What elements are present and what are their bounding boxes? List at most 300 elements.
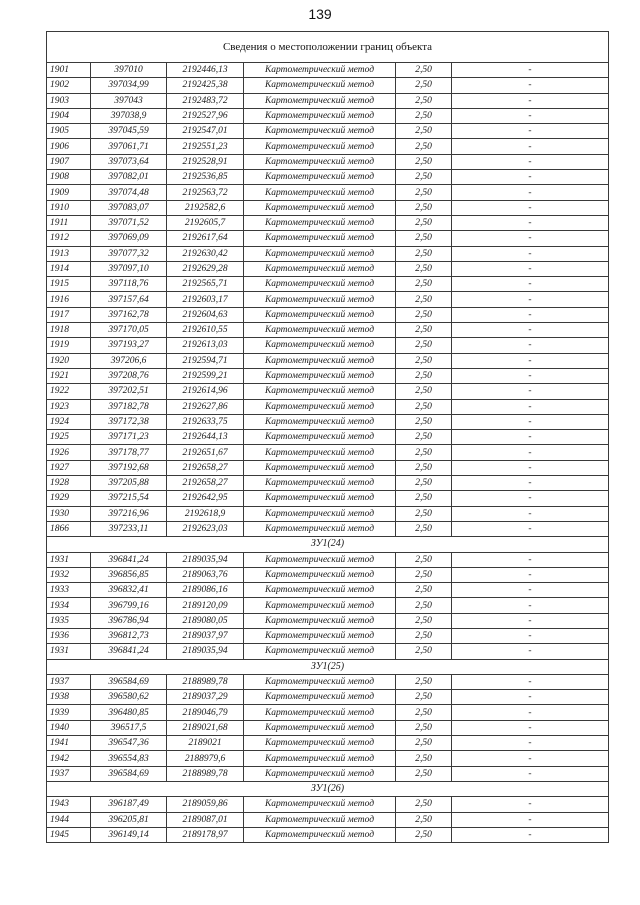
y-coordinate-cell: 2192644,13 xyxy=(167,430,244,445)
description-cell: - xyxy=(452,261,609,276)
description-cell: - xyxy=(452,277,609,292)
accuracy-cell: 2,50 xyxy=(396,705,452,720)
x-coordinate-cell: 396584,69 xyxy=(91,674,167,689)
point-number-cell: 1936 xyxy=(47,628,91,643)
point-number-cell: 1927 xyxy=(47,460,91,475)
table-row xyxy=(47,93,609,108)
method-cell: Картометрический метод xyxy=(244,200,396,215)
method-cell: Картометрический метод xyxy=(244,368,396,383)
y-coordinate-cell: 2189021,68 xyxy=(167,720,244,735)
y-coordinate-cell: 2189178,97 xyxy=(167,827,244,842)
y-coordinate-cell: 2192651,67 xyxy=(167,445,244,460)
method-cell: Картометрический метод xyxy=(244,720,396,735)
point-number-cell: 1937 xyxy=(47,766,91,781)
x-coordinate-cell: 397010 xyxy=(91,63,167,78)
section-row xyxy=(47,781,609,796)
table-row xyxy=(47,368,609,383)
method-cell: Картометрический метод xyxy=(244,108,396,123)
table-row xyxy=(47,628,609,643)
y-coordinate-cell: 2192614,96 xyxy=(167,384,244,399)
x-coordinate-cell: 397182,78 xyxy=(91,399,167,414)
accuracy-cell: 2,50 xyxy=(396,430,452,445)
table-row xyxy=(47,674,609,689)
method-cell: Картометрический метод xyxy=(244,583,396,598)
table-row xyxy=(47,491,609,506)
accuracy-cell: 2,50 xyxy=(396,139,452,154)
method-cell: Картометрический метод xyxy=(244,644,396,659)
accuracy-cell: 2,50 xyxy=(396,812,452,827)
description-cell: - xyxy=(452,384,609,399)
accuracy-cell: 2,50 xyxy=(396,246,452,261)
description-cell: - xyxy=(452,124,609,139)
table-row xyxy=(47,827,609,842)
y-coordinate-cell: 2192565,71 xyxy=(167,277,244,292)
description-cell: - xyxy=(452,720,609,735)
x-coordinate-cell: 396480,85 xyxy=(91,705,167,720)
y-coordinate-cell: 2192618,9 xyxy=(167,506,244,521)
point-number-cell: 1908 xyxy=(47,170,91,185)
description-cell: - xyxy=(452,445,609,460)
accuracy-cell: 2,50 xyxy=(396,200,452,215)
point-number-cell: 1904 xyxy=(47,108,91,123)
description-cell: - xyxy=(452,613,609,628)
description-cell: - xyxy=(452,674,609,689)
table-row xyxy=(47,185,609,200)
accuracy-cell: 2,50 xyxy=(396,292,452,307)
description-cell: - xyxy=(452,338,609,353)
table-row xyxy=(47,445,609,460)
x-coordinate-cell: 397069,09 xyxy=(91,231,167,246)
description-cell: - xyxy=(452,353,609,368)
page-number: 139 xyxy=(308,6,332,22)
description-cell: - xyxy=(452,476,609,491)
y-coordinate-cell: 2192610,55 xyxy=(167,323,244,338)
y-coordinate-cell: 2192528,91 xyxy=(167,154,244,169)
method-cell: Картометрический метод xyxy=(244,78,396,93)
accuracy-cell: 2,50 xyxy=(396,368,452,383)
method-cell: Картометрический метод xyxy=(244,812,396,827)
method-cell: Картометрический метод xyxy=(244,307,396,322)
description-cell: - xyxy=(452,108,609,123)
x-coordinate-cell: 396856,85 xyxy=(91,567,167,582)
section-row xyxy=(47,659,609,674)
table-row xyxy=(47,766,609,781)
y-coordinate-cell: 2192629,28 xyxy=(167,261,244,276)
point-number-cell: 1905 xyxy=(47,124,91,139)
accuracy-cell: 2,50 xyxy=(396,414,452,429)
description-cell: - xyxy=(452,583,609,598)
y-coordinate-cell: 2192604,63 xyxy=(167,307,244,322)
point-number-cell: 1918 xyxy=(47,323,91,338)
table-row xyxy=(47,139,609,154)
description-cell: - xyxy=(452,185,609,200)
x-coordinate-cell: 396554,83 xyxy=(91,751,167,766)
table-title: Сведения о местоположении границ объекта xyxy=(47,32,609,63)
y-coordinate-cell: 2192527,96 xyxy=(167,108,244,123)
y-coordinate-cell: 2192594,71 xyxy=(167,353,244,368)
accuracy-cell: 2,50 xyxy=(396,491,452,506)
description-cell: - xyxy=(452,154,609,169)
point-number-cell: 1926 xyxy=(47,445,91,460)
y-coordinate-cell: 2189063,76 xyxy=(167,567,244,582)
accuracy-cell: 2,50 xyxy=(396,154,452,169)
description-cell: - xyxy=(452,812,609,827)
method-cell: Картометрический метод xyxy=(244,751,396,766)
x-coordinate-cell: 397178,77 xyxy=(91,445,167,460)
point-number-cell: 1931 xyxy=(47,644,91,659)
x-coordinate-cell: 397118,76 xyxy=(91,277,167,292)
table-row xyxy=(47,246,609,261)
accuracy-cell: 2,50 xyxy=(396,827,452,842)
description-cell: - xyxy=(452,736,609,751)
accuracy-cell: 2,50 xyxy=(396,598,452,613)
y-coordinate-cell: 2192658,27 xyxy=(167,476,244,491)
x-coordinate-cell: 396149,14 xyxy=(91,827,167,842)
point-number-cell: 1907 xyxy=(47,154,91,169)
y-coordinate-cell: 2189120,09 xyxy=(167,598,244,613)
table-row xyxy=(47,200,609,215)
table-row xyxy=(47,170,609,185)
method-cell: Картометрический метод xyxy=(244,460,396,475)
x-coordinate-cell: 397205,88 xyxy=(91,476,167,491)
description-cell: - xyxy=(452,628,609,643)
x-coordinate-cell: 397061,71 xyxy=(91,139,167,154)
y-coordinate-cell: 2192547,01 xyxy=(167,124,244,139)
description-cell: - xyxy=(452,506,609,521)
point-number-cell: 1903 xyxy=(47,93,91,108)
point-number-cell: 1941 xyxy=(47,736,91,751)
boundary-table xyxy=(46,31,609,843)
description-cell: - xyxy=(452,690,609,705)
y-coordinate-cell: 2192642,95 xyxy=(167,491,244,506)
point-number-cell: 1902 xyxy=(47,78,91,93)
method-cell: Картометрический метод xyxy=(244,506,396,521)
y-coordinate-cell: 2189037,29 xyxy=(167,690,244,705)
accuracy-cell: 2,50 xyxy=(396,766,452,781)
method-cell: Картометрический метод xyxy=(244,521,396,536)
point-number-cell: 1929 xyxy=(47,491,91,506)
y-coordinate-cell: 2189086,16 xyxy=(167,583,244,598)
table-row xyxy=(47,231,609,246)
x-coordinate-cell: 397171,23 xyxy=(91,430,167,445)
point-number-cell: 1920 xyxy=(47,353,91,368)
table-row xyxy=(47,384,609,399)
method-cell: Картометрический метод xyxy=(244,414,396,429)
point-number-cell: 1933 xyxy=(47,583,91,598)
method-cell: Картометрический метод xyxy=(244,766,396,781)
table-row xyxy=(47,323,609,338)
accuracy-cell: 2,50 xyxy=(396,797,452,812)
table-row xyxy=(47,797,609,812)
table-row xyxy=(47,521,609,536)
point-number-cell: 1919 xyxy=(47,338,91,353)
y-coordinate-cell: 2192617,64 xyxy=(167,231,244,246)
description-cell: - xyxy=(452,307,609,322)
description-cell: - xyxy=(452,797,609,812)
x-coordinate-cell: 397097,10 xyxy=(91,261,167,276)
accuracy-cell: 2,50 xyxy=(396,323,452,338)
table-row xyxy=(47,63,609,78)
accuracy-cell: 2,50 xyxy=(396,445,452,460)
table-row xyxy=(47,690,609,705)
point-number-cell: 1925 xyxy=(47,430,91,445)
table-row xyxy=(47,583,609,598)
method-cell: Картометрический метод xyxy=(244,353,396,368)
accuracy-cell: 2,50 xyxy=(396,674,452,689)
point-number-cell: 1915 xyxy=(47,277,91,292)
table-row xyxy=(47,567,609,582)
x-coordinate-cell: 397206,6 xyxy=(91,353,167,368)
method-cell: Картометрический метод xyxy=(244,797,396,812)
x-coordinate-cell: 397157,64 xyxy=(91,292,167,307)
point-number-cell: 1912 xyxy=(47,231,91,246)
point-number-cell: 1937 xyxy=(47,674,91,689)
x-coordinate-cell: 396584,69 xyxy=(91,766,167,781)
x-coordinate-cell: 396205,81 xyxy=(91,812,167,827)
method-cell: Картометрический метод xyxy=(244,261,396,276)
point-number-cell: 1935 xyxy=(47,613,91,628)
section-row xyxy=(47,537,609,552)
x-coordinate-cell: 397192,68 xyxy=(91,460,167,475)
point-number-cell: 1913 xyxy=(47,246,91,261)
x-coordinate-cell: 396187,49 xyxy=(91,797,167,812)
y-coordinate-cell: 2192563,72 xyxy=(167,185,244,200)
method-cell: Картометрический метод xyxy=(244,93,396,108)
accuracy-cell: 2,50 xyxy=(396,215,452,230)
table-row xyxy=(47,613,609,628)
description-cell: - xyxy=(452,460,609,475)
y-coordinate-cell: 2189087,01 xyxy=(167,812,244,827)
y-coordinate-cell: 2188989,78 xyxy=(167,674,244,689)
table-row xyxy=(47,460,609,475)
accuracy-cell: 2,50 xyxy=(396,460,452,475)
point-number-cell: 1922 xyxy=(47,384,91,399)
x-coordinate-cell: 397162,78 xyxy=(91,307,167,322)
accuracy-cell: 2,50 xyxy=(396,399,452,414)
y-coordinate-cell: 2189080,05 xyxy=(167,613,244,628)
method-cell: Картометрический метод xyxy=(244,445,396,460)
x-coordinate-cell: 397216,96 xyxy=(91,506,167,521)
method-cell: Картометрический метод xyxy=(244,736,396,751)
method-cell: Картометрический метод xyxy=(244,628,396,643)
point-number-cell: 1940 xyxy=(47,720,91,735)
table-row xyxy=(47,292,609,307)
y-coordinate-cell: 2192623,03 xyxy=(167,521,244,536)
point-number-cell: 1934 xyxy=(47,598,91,613)
point-number-cell: 1911 xyxy=(47,215,91,230)
table-row xyxy=(47,215,609,230)
x-coordinate-cell: 397172,38 xyxy=(91,414,167,429)
y-coordinate-cell: 2192605,7 xyxy=(167,215,244,230)
table-body xyxy=(47,32,609,843)
method-cell: Картометрический метод xyxy=(244,705,396,720)
description-cell: - xyxy=(452,231,609,246)
method-cell: Картометрический метод xyxy=(244,567,396,582)
description-cell: - xyxy=(452,751,609,766)
point-number-cell: 1917 xyxy=(47,307,91,322)
point-number-cell: 1923 xyxy=(47,399,91,414)
description-cell: - xyxy=(452,170,609,185)
description-cell: - xyxy=(452,215,609,230)
y-coordinate-cell: 2188979,6 xyxy=(167,751,244,766)
x-coordinate-cell: 396580,62 xyxy=(91,690,167,705)
accuracy-cell: 2,50 xyxy=(396,307,452,322)
method-cell: Картометрический метод xyxy=(244,613,396,628)
x-coordinate-cell: 397043 xyxy=(91,93,167,108)
description-cell: - xyxy=(452,93,609,108)
x-coordinate-cell: 396841,24 xyxy=(91,552,167,567)
method-cell: Картометрический метод xyxy=(244,476,396,491)
accuracy-cell: 2,50 xyxy=(396,170,452,185)
x-coordinate-cell: 397082,01 xyxy=(91,170,167,185)
y-coordinate-cell: 2192630,42 xyxy=(167,246,244,261)
x-coordinate-cell: 396547,36 xyxy=(91,736,167,751)
method-cell: Картометрический метод xyxy=(244,277,396,292)
y-coordinate-cell: 2192536,85 xyxy=(167,170,244,185)
method-cell: Картометрический метод xyxy=(244,598,396,613)
accuracy-cell: 2,50 xyxy=(396,78,452,93)
accuracy-cell: 2,50 xyxy=(396,521,452,536)
description-cell: - xyxy=(452,368,609,383)
table-row xyxy=(47,261,609,276)
description-cell: - xyxy=(452,705,609,720)
description-cell: - xyxy=(452,246,609,261)
x-coordinate-cell: 396786,94 xyxy=(91,613,167,628)
x-coordinate-cell: 397170,05 xyxy=(91,323,167,338)
accuracy-cell: 2,50 xyxy=(396,338,452,353)
x-coordinate-cell: 396841,24 xyxy=(91,644,167,659)
table-row xyxy=(47,124,609,139)
y-coordinate-cell: 2189046,79 xyxy=(167,705,244,720)
y-coordinate-cell: 2192599,21 xyxy=(167,368,244,383)
method-cell: Картометрический метод xyxy=(244,246,396,261)
method-cell: Картометрический метод xyxy=(244,552,396,567)
accuracy-cell: 2,50 xyxy=(396,124,452,139)
point-number-cell: 1939 xyxy=(47,705,91,720)
description-cell: - xyxy=(452,323,609,338)
point-number-cell: 1930 xyxy=(47,506,91,521)
method-cell: Картометрический метод xyxy=(244,690,396,705)
y-coordinate-cell: 2192613,03 xyxy=(167,338,244,353)
method-cell: Картометрический метод xyxy=(244,170,396,185)
accuracy-cell: 2,50 xyxy=(396,552,452,567)
accuracy-cell: 2,50 xyxy=(396,277,452,292)
table-row xyxy=(47,338,609,353)
description-cell: - xyxy=(452,598,609,613)
table-row xyxy=(47,154,609,169)
table-title-row xyxy=(47,32,609,63)
description-cell: - xyxy=(452,827,609,842)
description-cell: - xyxy=(452,414,609,429)
x-coordinate-cell: 397208,76 xyxy=(91,368,167,383)
method-cell: Картометрический метод xyxy=(244,154,396,169)
x-coordinate-cell: 397215,54 xyxy=(91,491,167,506)
accuracy-cell: 2,50 xyxy=(396,690,452,705)
accuracy-cell: 2,50 xyxy=(396,108,452,123)
description-cell: - xyxy=(452,521,609,536)
y-coordinate-cell: 2192425,38 xyxy=(167,78,244,93)
accuracy-cell: 2,50 xyxy=(396,93,452,108)
table-row xyxy=(47,736,609,751)
method-cell: Картометрический метод xyxy=(244,292,396,307)
x-coordinate-cell: 396812,73 xyxy=(91,628,167,643)
point-number-cell: 1866 xyxy=(47,521,91,536)
accuracy-cell: 2,50 xyxy=(396,353,452,368)
point-number-cell: 1931 xyxy=(47,552,91,567)
x-coordinate-cell: 397083,07 xyxy=(91,200,167,215)
table-row xyxy=(47,751,609,766)
method-cell: Картометрический метод xyxy=(244,215,396,230)
accuracy-cell: 2,50 xyxy=(396,628,452,643)
table-row xyxy=(47,812,609,827)
method-cell: Картометрический метод xyxy=(244,63,396,78)
description-cell: - xyxy=(452,139,609,154)
table-row xyxy=(47,414,609,429)
x-coordinate-cell: 397034,99 xyxy=(91,78,167,93)
accuracy-cell: 2,50 xyxy=(396,63,452,78)
method-cell: Картометрический метод xyxy=(244,827,396,842)
y-coordinate-cell: 2188989,78 xyxy=(167,766,244,781)
y-coordinate-cell: 2189035,94 xyxy=(167,552,244,567)
y-coordinate-cell: 2192483,72 xyxy=(167,93,244,108)
description-cell: - xyxy=(452,292,609,307)
accuracy-cell: 2,50 xyxy=(396,720,452,735)
x-coordinate-cell: 397193,27 xyxy=(91,338,167,353)
table-row xyxy=(47,720,609,735)
method-cell: Картометрический метод xyxy=(244,124,396,139)
table-row xyxy=(47,430,609,445)
y-coordinate-cell: 2192582,6 xyxy=(167,200,244,215)
x-coordinate-cell: 396517,5 xyxy=(91,720,167,735)
point-number-cell: 1938 xyxy=(47,690,91,705)
point-number-cell: 1944 xyxy=(47,812,91,827)
table-row xyxy=(47,598,609,613)
description-cell: - xyxy=(452,552,609,567)
point-number-cell: 1942 xyxy=(47,751,91,766)
point-number-cell: 1914 xyxy=(47,261,91,276)
table-row xyxy=(47,552,609,567)
point-number-cell: 1928 xyxy=(47,476,91,491)
description-cell: - xyxy=(452,567,609,582)
accuracy-cell: 2,50 xyxy=(396,751,452,766)
point-number-cell: 1909 xyxy=(47,185,91,200)
y-coordinate-cell: 2192446,13 xyxy=(167,63,244,78)
accuracy-cell: 2,50 xyxy=(396,613,452,628)
x-coordinate-cell: 397045,59 xyxy=(91,124,167,139)
x-coordinate-cell: 397038,9 xyxy=(91,108,167,123)
y-coordinate-cell: 2189059,86 xyxy=(167,797,244,812)
table-row xyxy=(47,78,609,93)
method-cell: Картометрический метод xyxy=(244,323,396,338)
table-row xyxy=(47,705,609,720)
point-number-cell: 1945 xyxy=(47,827,91,842)
method-cell: Картометрический метод xyxy=(244,185,396,200)
x-coordinate-cell: 397202,51 xyxy=(91,384,167,399)
table-row xyxy=(47,506,609,521)
point-number-cell: 1943 xyxy=(47,797,91,812)
point-number-cell: 1906 xyxy=(47,139,91,154)
accuracy-cell: 2,50 xyxy=(396,736,452,751)
y-coordinate-cell: 2192633,75 xyxy=(167,414,244,429)
y-coordinate-cell: 2192551,23 xyxy=(167,139,244,154)
method-cell: Картометрический метод xyxy=(244,231,396,246)
y-coordinate-cell: 2192627,86 xyxy=(167,399,244,414)
y-coordinate-cell: 2189037,97 xyxy=(167,628,244,643)
table-row xyxy=(47,644,609,659)
description-cell: - xyxy=(452,491,609,506)
table-row xyxy=(47,108,609,123)
point-number-cell: 1932 xyxy=(47,567,91,582)
